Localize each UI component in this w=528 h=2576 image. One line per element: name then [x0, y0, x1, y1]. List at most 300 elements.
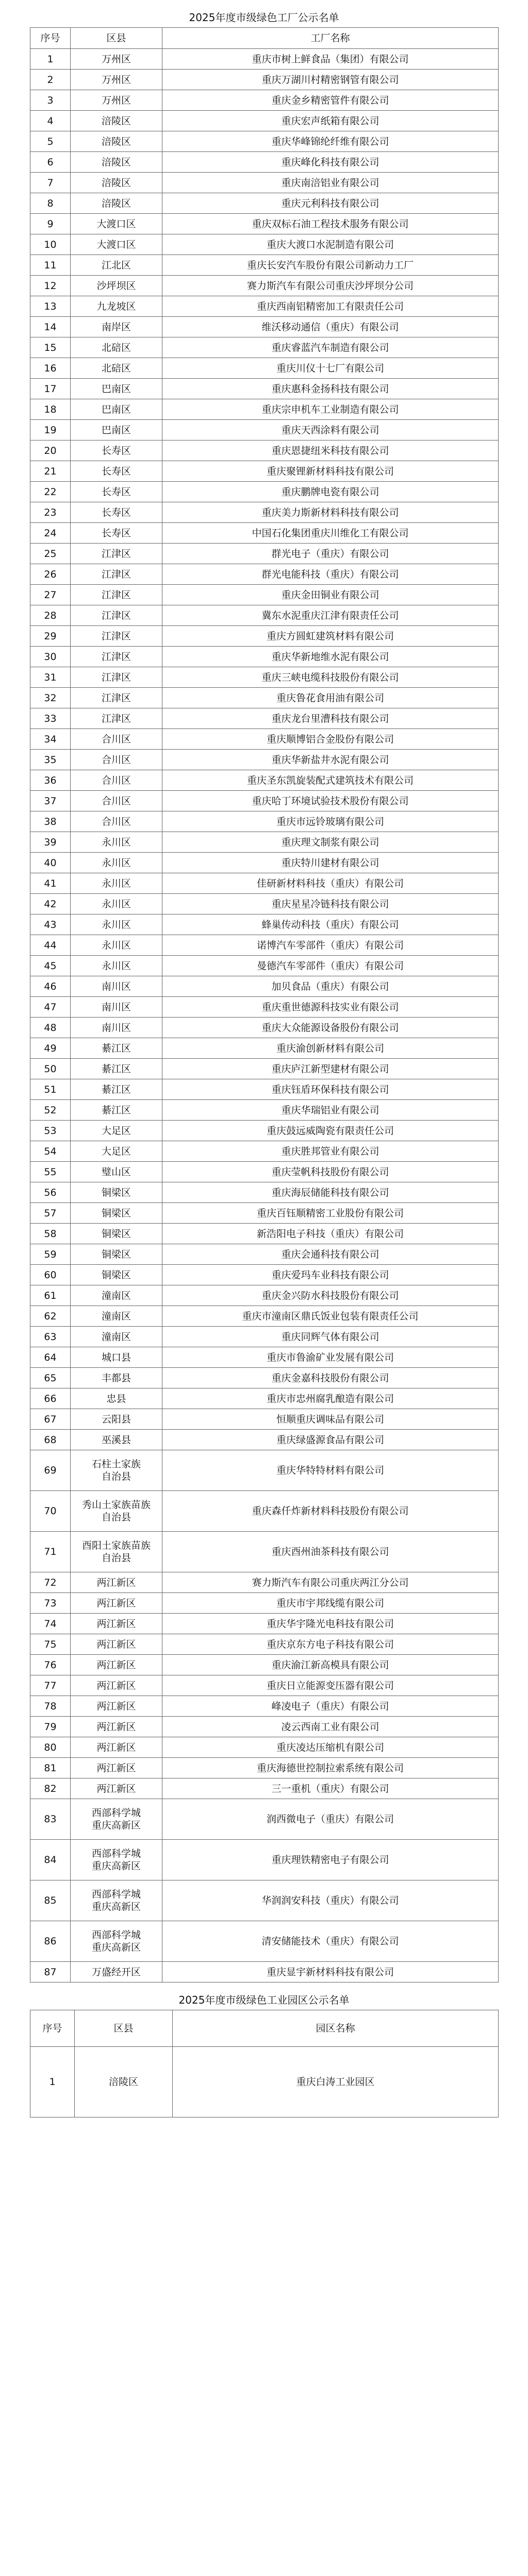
table-row — [30, 502, 499, 523]
factory-name-cell: 润西微电子（重庆）有限公司 — [162, 1799, 499, 1840]
factory-name-cell: 重庆川仪十七厂有限公司 — [162, 358, 499, 379]
district-cell: 永川区 — [71, 956, 162, 976]
seq-cell: 38 — [30, 811, 71, 832]
district-cell: 合川区 — [71, 729, 162, 750]
district-cell: 綦江区 — [71, 1038, 162, 1059]
seq-cell: 22 — [30, 482, 71, 502]
district-cell: 涪陵区 — [71, 111, 162, 131]
table-row — [30, 1306, 499, 1327]
factory-name-cell: 重庆莹帆科技股份有限公司 — [162, 1162, 499, 1182]
district-cell: 长寿区 — [71, 461, 162, 482]
table-row — [30, 647, 499, 667]
district-cell: 两江新区 — [71, 1758, 162, 1778]
factory-name-cell: 冀东水泥重庆江津有限责任公司 — [162, 605, 499, 626]
table-row — [30, 1347, 499, 1368]
factory-list-title: 2025年度市级绿色工厂公示名单 — [189, 11, 339, 24]
table-row — [30, 853, 499, 873]
factory-name-cell: 重庆市忠州腐乳酿造有限公司 — [162, 1388, 499, 1409]
seq-cell: 16 — [30, 358, 71, 379]
factory-table-body — [30, 49, 499, 1982]
seq-cell: 47 — [30, 997, 71, 1018]
seq-cell: 33 — [30, 708, 71, 729]
district-cell: 大足区 — [71, 1121, 162, 1141]
district-cell: 潼南区 — [71, 1306, 162, 1327]
district-cell: 万州区 — [71, 49, 162, 70]
seq-cell: 7 — [30, 173, 71, 193]
factory-name-cell: 重庆长安汽车股份有限公司新动力工厂 — [162, 255, 499, 276]
seq-cell: 68 — [30, 1430, 71, 1450]
factory-name-cell: 重庆天西涂料有限公司 — [162, 420, 499, 440]
table-row — [30, 461, 499, 482]
seq-cell: 74 — [30, 1614, 71, 1634]
seq-cell: 72 — [30, 1572, 71, 1593]
factory-name-cell: 重庆特川建材有限公司 — [162, 853, 499, 873]
table-row — [30, 1182, 499, 1203]
factory-name-cell: 诺博汽车零部件（重庆）有限公司 — [162, 935, 499, 956]
park-name-cell: 重庆白涛工业园区 — [173, 2047, 499, 2117]
district-cell: 涪陵区 — [71, 193, 162, 214]
table-row — [30, 70, 499, 90]
table-row — [30, 956, 499, 976]
seq-cell: 85 — [30, 1880, 71, 1921]
factory-name-cell: 重庆宗申机车工业制造有限公司 — [162, 399, 499, 420]
factory-name-cell: 重庆钰盾环保科技有限公司 — [162, 1079, 499, 1100]
table-row — [30, 255, 499, 276]
seq-cell: 61 — [30, 1285, 71, 1306]
seq-cell: 77 — [30, 1675, 71, 1696]
district-cell: 江津区 — [71, 585, 162, 605]
seq-cell: 84 — [30, 1840, 71, 1880]
seq-cell: 17 — [30, 379, 71, 399]
district-cell: 云阳县 — [71, 1409, 162, 1430]
table-row — [30, 1737, 499, 1758]
factory-name-cell: 重庆市鲁渝矿业发展有限公司 — [162, 1347, 499, 1368]
table-row — [30, 1532, 499, 1572]
seq-cell: 54 — [30, 1141, 71, 1162]
factory-name-cell: 重庆重世德源科技实业有限公司 — [162, 997, 499, 1018]
district-cell: 万州区 — [71, 90, 162, 111]
table-row — [30, 708, 499, 729]
table-row — [30, 1593, 499, 1614]
district-cell: 南岸区 — [71, 317, 162, 337]
seq-cell: 42 — [30, 894, 71, 914]
district-cell: 秀山土家族苗族 自治县 — [71, 1491, 162, 1532]
factory-name-cell: 重庆市潼南区鼎氏饭业包装有限责任公司 — [162, 1306, 499, 1327]
table-row — [30, 688, 499, 708]
seq-cell: 21 — [30, 461, 71, 482]
factory-name-cell: 重庆金田铜业有限公司 — [162, 585, 499, 605]
district-cell: 北碚区 — [71, 358, 162, 379]
table-row — [30, 1018, 499, 1038]
header-factory-name: 工厂名称 — [162, 28, 499, 49]
table-row — [30, 1675, 499, 1696]
table-row — [30, 1430, 499, 1450]
district-cell: 两江新区 — [71, 1634, 162, 1655]
seq-cell: 27 — [30, 585, 71, 605]
factory-name-cell: 凌云西南工业有限公司 — [162, 1717, 499, 1737]
table-row — [30, 585, 499, 605]
factory-name-cell: 重庆惠科金扬科技有限公司 — [162, 379, 499, 399]
park-table — [30, 2010, 499, 2117]
factory-name-cell: 群光电能科技（重庆）有限公司 — [162, 564, 499, 585]
factory-name-cell: 重庆金嘉科技股份有限公司 — [162, 1368, 499, 1388]
seq-cell: 75 — [30, 1634, 71, 1655]
factory-name-cell: 重庆绿盛源食品有限公司 — [162, 1430, 499, 1450]
district-cell: 綦江区 — [71, 1079, 162, 1100]
seq-cell: 81 — [30, 1758, 71, 1778]
table-row — [30, 770, 499, 791]
seq-cell: 12 — [30, 276, 71, 296]
district-cell: 巴南区 — [71, 379, 162, 399]
table-row — [30, 667, 499, 688]
table-row — [30, 1265, 499, 1285]
seq-cell: 15 — [30, 337, 71, 358]
seq-cell: 64 — [30, 1347, 71, 1368]
seq-cell: 5 — [30, 131, 71, 152]
district-cell: 璧山区 — [71, 1162, 162, 1182]
table-row — [30, 914, 499, 935]
seq-cell: 52 — [30, 1100, 71, 1121]
district-cell: 铜梁区 — [71, 1244, 162, 1265]
district-cell: 江北区 — [71, 255, 162, 276]
table-row — [30, 1778, 499, 1799]
district-cell: 西部科学城 重庆高新区 — [71, 1880, 162, 1921]
seq-cell: 29 — [30, 626, 71, 647]
district-cell: 长寿区 — [71, 482, 162, 502]
factory-name-cell: 重庆金兴防水科技股份有限公司 — [162, 1285, 499, 1306]
table-row — [30, 214, 499, 234]
factory-name-cell: 加贝食品（重庆）有限公司 — [162, 976, 499, 997]
table-row — [30, 791, 499, 811]
factory-name-cell: 重庆理铁精密电子有限公司 — [162, 1840, 499, 1880]
seq-cell: 20 — [30, 440, 71, 461]
seq-cell: 82 — [30, 1778, 71, 1799]
district-cell: 巴南区 — [71, 399, 162, 420]
table-row — [30, 1921, 499, 1962]
seq-cell: 86 — [30, 1921, 71, 1962]
seq-cell: 45 — [30, 956, 71, 976]
seq-cell: 36 — [30, 770, 71, 791]
table-row — [30, 1327, 499, 1347]
district-cell: 沙坪坝区 — [71, 276, 162, 296]
header-district: 区县 — [75, 2010, 173, 2047]
seq-cell: 56 — [30, 1182, 71, 1203]
table-row — [30, 626, 499, 647]
seq-cell: 19 — [30, 420, 71, 440]
table-row — [30, 1880, 499, 1921]
seq-cell: 58 — [30, 1224, 71, 1244]
district-cell: 江津区 — [71, 544, 162, 564]
factory-name-cell: 曼德汽车零部件（重庆）有限公司 — [162, 956, 499, 976]
park-table-body — [30, 2047, 499, 2117]
factory-name-cell: 重庆双标石油工程技术服务有限公司 — [162, 214, 499, 234]
district-cell: 南川区 — [71, 976, 162, 997]
seq-cell: 25 — [30, 544, 71, 564]
district-cell: 江津区 — [71, 605, 162, 626]
factory-name-cell: 重庆鹏牌电瓷有限公司 — [162, 482, 499, 502]
district-cell: 忠县 — [71, 1388, 162, 1409]
factory-name-cell: 重庆万湖川村精密钢管有限公司 — [162, 70, 499, 90]
header-district: 区县 — [71, 28, 162, 49]
district-cell: 长寿区 — [71, 502, 162, 523]
seq-cell: 76 — [30, 1655, 71, 1675]
table-row — [30, 1100, 499, 1121]
factory-name-cell: 重庆美力斯新材料科技有限公司 — [162, 502, 499, 523]
factory-name-cell: 群光电子（重庆）有限公司 — [162, 544, 499, 564]
factory-name-cell: 重庆日立能源变压器有限公司 — [162, 1675, 499, 1696]
factory-name-cell: 重庆西南铝精密加工有限责任公司 — [162, 296, 499, 317]
factory-name-cell: 重庆大渡口水泥制造有限公司 — [162, 234, 499, 255]
table-row — [30, 193, 499, 214]
table-row — [30, 1059, 499, 1079]
district-cell: 大足区 — [71, 1141, 162, 1162]
factory-name-cell: 赛力斯汽车有限公司重庆两江分公司 — [162, 1572, 499, 1593]
district-cell: 两江新区 — [71, 1737, 162, 1758]
seq-cell: 13 — [30, 296, 71, 317]
district-cell: 永川区 — [71, 894, 162, 914]
factory-name-cell: 重庆宏声纸箱有限公司 — [162, 111, 499, 131]
table-row — [30, 564, 499, 585]
seq-cell: 69 — [30, 1450, 71, 1491]
table-row — [30, 482, 499, 502]
seq-cell: 83 — [30, 1799, 71, 1840]
factory-name-cell: 重庆爱玛车业科技有限公司 — [162, 1265, 499, 1285]
district-cell: 涪陵区 — [75, 2047, 173, 2117]
table-row — [30, 1758, 499, 1778]
header-park-name: 园区名称 — [173, 2010, 499, 2047]
seq-cell: 9 — [30, 214, 71, 234]
factory-name-cell: 重庆华峰锦纶纤维有限公司 — [162, 131, 499, 152]
table-row — [30, 544, 499, 564]
district-cell: 西部科学城 重庆高新区 — [71, 1840, 162, 1880]
factory-name-cell: 重庆胜邦管业有限公司 — [162, 1141, 499, 1162]
table-row — [30, 1141, 499, 1162]
district-cell: 万州区 — [71, 70, 162, 90]
seq-cell: 46 — [30, 976, 71, 997]
table-row — [30, 1799, 499, 1840]
table-row — [30, 152, 499, 173]
factory-name-cell: 重庆京东方电子科技有限公司 — [162, 1634, 499, 1655]
district-cell: 两江新区 — [71, 1696, 162, 1717]
table-row — [30, 1572, 499, 1593]
factory-name-cell: 重庆华新盐井水泥有限公司 — [162, 750, 499, 770]
district-cell: 两江新区 — [71, 1717, 162, 1737]
factory-name-cell: 重庆华瑞铝业有限公司 — [162, 1100, 499, 1121]
district-cell: 潼南区 — [71, 1327, 162, 1347]
factory-name-cell: 重庆渝创新材料有限公司 — [162, 1038, 499, 1059]
seq-cell: 55 — [30, 1162, 71, 1182]
factory-name-cell: 重庆酉州油茶科技有限公司 — [162, 1532, 499, 1572]
table-row — [30, 399, 499, 420]
factory-name-cell: 重庆同辉气体有限公司 — [162, 1327, 499, 1347]
seq-cell: 6 — [30, 152, 71, 173]
table-row — [30, 49, 499, 70]
district-cell: 涪陵区 — [71, 173, 162, 193]
district-cell: 南川区 — [71, 997, 162, 1018]
seq-cell: 73 — [30, 1593, 71, 1614]
seq-cell: 18 — [30, 399, 71, 420]
factory-name-cell: 重庆华特特材料有限公司 — [162, 1450, 499, 1491]
district-cell: 西部科学城 重庆高新区 — [71, 1921, 162, 1962]
factory-name-cell: 重庆睿蓝汽车制造有限公司 — [162, 337, 499, 358]
district-cell: 永川区 — [71, 853, 162, 873]
table-row — [30, 1203, 499, 1224]
district-cell: 永川区 — [71, 832, 162, 853]
factory-name-cell: 重庆顺博铝合金股份有限公司 — [162, 729, 499, 750]
factory-name-cell: 维沃移动通信（重庆）有限公司 — [162, 317, 499, 337]
table-row — [30, 111, 499, 131]
seq-cell: 71 — [30, 1532, 71, 1572]
factory-name-cell: 重庆龙台里漕科技有限公司 — [162, 708, 499, 729]
seq-cell: 66 — [30, 1388, 71, 1409]
table-row — [30, 605, 499, 626]
district-cell: 江津区 — [71, 564, 162, 585]
table-row — [30, 729, 499, 750]
factory-name-cell: 重庆哈丁环境试验技术股份有限公司 — [162, 791, 499, 811]
district-cell: 永川区 — [71, 873, 162, 894]
factory-name-cell: 重庆凌达压缩机有限公司 — [162, 1737, 499, 1758]
district-cell: 涪陵区 — [71, 152, 162, 173]
seq-cell: 1 — [30, 49, 71, 70]
factory-name-cell: 重庆显宇新材料科技有限公司 — [162, 1962, 499, 1982]
seq-cell: 28 — [30, 605, 71, 626]
header-seq: 序号 — [30, 2010, 75, 2047]
table-row — [30, 337, 499, 358]
factory-name-cell: 重庆鼓远威陶瓷有限责任公司 — [162, 1121, 499, 1141]
district-cell: 两江新区 — [71, 1778, 162, 1799]
factory-name-cell: 蜂巢传动科技（重庆）有限公司 — [162, 914, 499, 935]
table-row — [30, 1634, 499, 1655]
district-cell: 合川区 — [71, 811, 162, 832]
factory-name-cell: 重庆理文制浆有限公司 — [162, 832, 499, 853]
factory-name-cell: 重庆金乡精密管件有限公司 — [162, 90, 499, 111]
seq-cell: 53 — [30, 1121, 71, 1141]
table-row — [30, 1162, 499, 1182]
seq-cell: 26 — [30, 564, 71, 585]
seq-cell: 34 — [30, 729, 71, 750]
seq-cell: 10 — [30, 234, 71, 255]
table-row — [30, 1450, 499, 1491]
district-cell: 大渡口区 — [71, 214, 162, 234]
district-cell: 江津区 — [71, 626, 162, 647]
table-row — [30, 1079, 499, 1100]
seq-cell: 11 — [30, 255, 71, 276]
table-row — [30, 811, 499, 832]
seq-cell: 65 — [30, 1368, 71, 1388]
table-row — [30, 1696, 499, 1717]
district-cell: 江津区 — [71, 667, 162, 688]
district-cell: 铜梁区 — [71, 1224, 162, 1244]
seq-cell: 79 — [30, 1717, 71, 1737]
factory-name-cell: 华润润安科技（重庆）有限公司 — [162, 1880, 499, 1921]
table-row — [30, 276, 499, 296]
district-cell: 铜梁区 — [71, 1182, 162, 1203]
factory-name-cell: 重庆峰化科技有限公司 — [162, 152, 499, 173]
seq-cell: 63 — [30, 1327, 71, 1347]
table-row — [30, 1388, 499, 1409]
seq-cell: 48 — [30, 1018, 71, 1038]
factory-name-cell: 重庆华新地维水泥有限公司 — [162, 647, 499, 667]
factory-table — [30, 27, 499, 1982]
district-cell: 万盛经开区 — [71, 1962, 162, 1982]
seq-cell: 44 — [30, 935, 71, 956]
factory-name-cell: 重庆森仟炸新材料科技股份有限公司 — [162, 1491, 499, 1532]
district-cell: 铜梁区 — [71, 1265, 162, 1285]
district-cell: 綦江区 — [71, 1059, 162, 1079]
header-seq: 序号 — [30, 28, 71, 49]
district-cell: 长寿区 — [71, 440, 162, 461]
district-cell: 江津区 — [71, 647, 162, 667]
seq-cell: 31 — [30, 667, 71, 688]
seq-cell: 87 — [30, 1962, 71, 1982]
district-cell: 两江新区 — [71, 1614, 162, 1634]
table-row — [30, 832, 499, 853]
factory-name-cell: 重庆元利科技有限公司 — [162, 193, 499, 214]
factory-name-cell: 峰凌电子（重庆）有限公司 — [162, 1696, 499, 1717]
district-cell: 西部科学城 重庆高新区 — [71, 1799, 162, 1840]
seq-cell: 59 — [30, 1244, 71, 1265]
factory-name-cell: 重庆市远铃玻璃有限公司 — [162, 811, 499, 832]
seq-cell: 2 — [30, 70, 71, 90]
table-row — [30, 894, 499, 914]
district-cell: 江津区 — [71, 688, 162, 708]
district-cell: 合川区 — [71, 791, 162, 811]
district-cell: 石柱土家族 自治县 — [71, 1450, 162, 1491]
factory-name-cell: 重庆百钰顺精密工业股份有限公司 — [162, 1203, 499, 1224]
seq-cell: 39 — [30, 832, 71, 853]
table-row — [30, 1409, 499, 1430]
factory-name-cell: 重庆海德世控制拉索系统有限公司 — [162, 1758, 499, 1778]
factory-name-cell: 重庆会通科技有限公司 — [162, 1244, 499, 1265]
seq-cell: 4 — [30, 111, 71, 131]
district-cell: 两江新区 — [71, 1675, 162, 1696]
table-row — [30, 750, 499, 770]
factory-name-cell: 重庆华宇隆光电科技有限公司 — [162, 1614, 499, 1634]
seq-cell: 37 — [30, 791, 71, 811]
seq-cell: 35 — [30, 750, 71, 770]
district-cell: 城口县 — [71, 1347, 162, 1368]
table-row — [30, 523, 499, 544]
table-row — [30, 1655, 499, 1675]
seq-cell: 67 — [30, 1409, 71, 1430]
table-row — [30, 234, 499, 255]
factory-name-cell: 重庆渝江新高模具有限公司 — [162, 1655, 499, 1675]
park-table-header — [30, 2010, 499, 2047]
factory-name-cell: 重庆恩捷纽米科技有限公司 — [162, 440, 499, 461]
factory-name-cell: 重庆鲁花食用油有限公司 — [162, 688, 499, 708]
table-row — [30, 440, 499, 461]
district-cell: 巫溪县 — [71, 1430, 162, 1450]
seq-cell: 23 — [30, 502, 71, 523]
district-cell: 丰都县 — [71, 1368, 162, 1388]
table-row — [30, 131, 499, 152]
seq-cell: 40 — [30, 853, 71, 873]
seq-cell: 60 — [30, 1265, 71, 1285]
factory-name-cell: 新浩阳电子科技（重庆）有限公司 — [162, 1224, 499, 1244]
table-row — [30, 1717, 499, 1737]
table-row — [30, 420, 499, 440]
table-row — [30, 1224, 499, 1244]
table-row — [30, 1614, 499, 1634]
district-cell: 涪陵区 — [71, 131, 162, 152]
seq-cell: 78 — [30, 1696, 71, 1717]
seq-cell: 62 — [30, 1306, 71, 1327]
factory-name-cell: 重庆庐江新型建材有限公司 — [162, 1059, 499, 1079]
table-row — [30, 90, 499, 111]
district-cell: 綦江区 — [71, 1100, 162, 1121]
factory-name-cell: 三一重机（重庆）有限公司 — [162, 1778, 499, 1799]
table-row — [30, 2047, 499, 2117]
